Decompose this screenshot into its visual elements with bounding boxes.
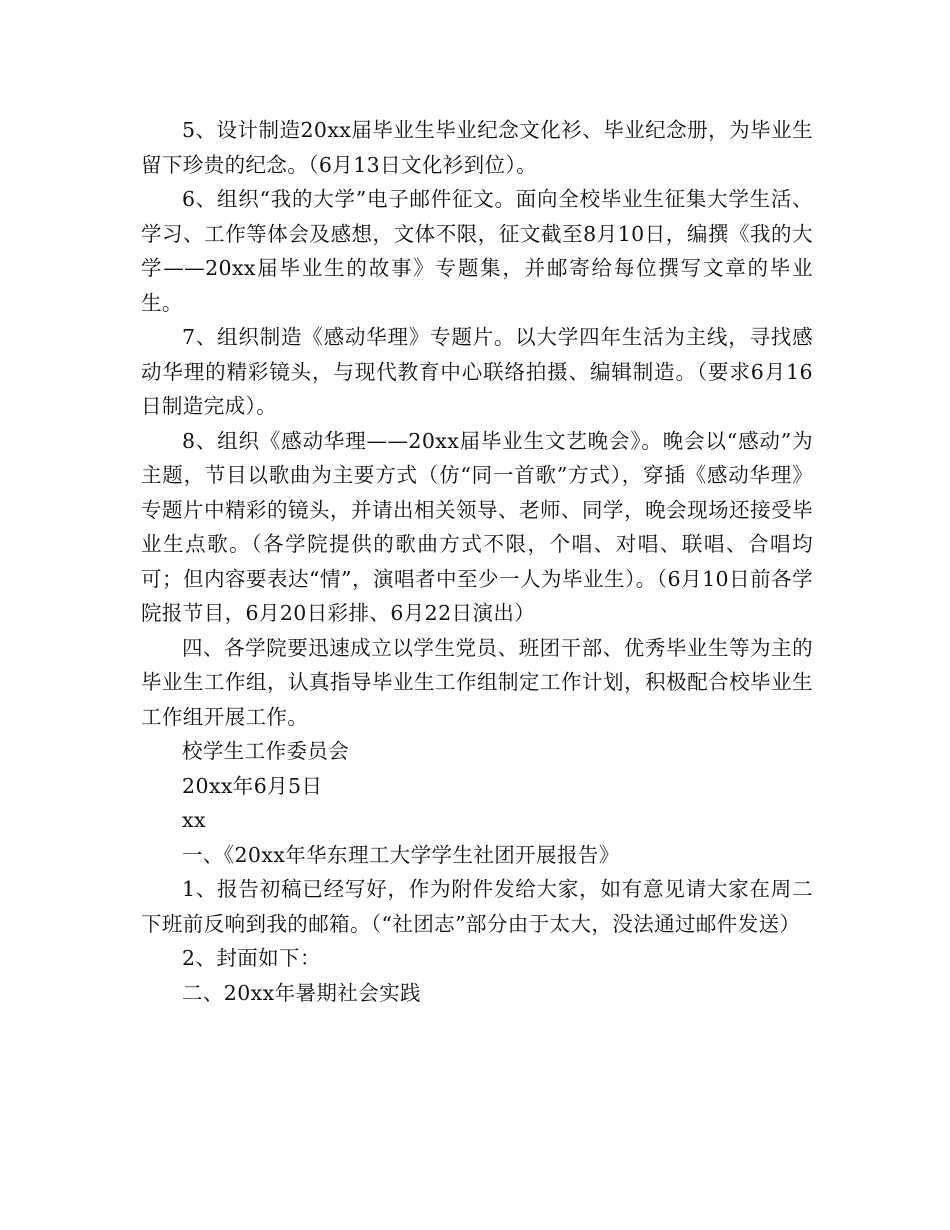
signature-date: 20xx年6月5日 [182, 773, 323, 798]
document-body [141, 113, 813, 1010]
paragraph-item-5: 5、设计制造20xx届毕业生毕业纪念文化衫、毕业纪念册，为毕业生留下珍贵的纪念。（6月13日文化衫到位）。 [141, 118, 813, 177]
signature-organization: 校学生工作委员会 [182, 739, 350, 763]
paragraph-cover: 2、封面如下： [182, 946, 321, 970]
paragraph-item-7: 7、组织制造《感动华理》专题片。以大学四年生活为主线，寻找感动华理的精彩镜头，与现代教育中心联络拍摄、编辑制造。（要求6月16日制造完成）。 [141, 325, 813, 418]
paragraph-report-draft: 1、报告初稿已经写好，作为附件发给大家，如有意见请大家在周二下班前反响到我的邮箱。（“社团志”部分由于太大，没法通过邮件发送） [141, 877, 813, 936]
section-marker: xx [182, 808, 206, 832]
section-heading-1: 一、《20xx年华东理工大学学生社团开展报告》 [182, 842, 620, 867]
section-heading-2: 二、20xx年暑期社会实践 [182, 980, 421, 1005]
paragraph-section-4: 四、各学院要迅速成立以学生党员、班团干部、优秀毕业生等为主的毕业生工作组，认真指导毕业生工作组制定工作计划，积极配合校毕业生工作组开展工作。 [141, 635, 813, 729]
paragraph-item-6: 6、组织“我的大学”电子邮件征文。面向全校毕业生征集大学生活、学习、工作等体会及感想，文体不限，征文截至8月10日，编撰《我的大学——20xx届毕业生的故事》专题集，并邮寄给每位撰写文章的毕业生。 [141, 187, 813, 315]
paragraph-item-8: 8、组织《感动华理——20xx届毕业生文艺晚会》。晚会以“感动”为主题，节目以歌曲为主要方式（仿“同一首歌”方式），穿插《感动华理》专题片中精彩的镜头，并请出相关领导、老师、同学，晚会现场还接受毕业生点歌。（各学院提供的歌曲方式不限，个唱、对唱、联唱、合唱均可；但内容要表达“情”，演唱者中至少一人为毕业生）。（6月10日前各学院报节目，6月20日彩排、6月22日演出） [141, 428, 813, 625]
